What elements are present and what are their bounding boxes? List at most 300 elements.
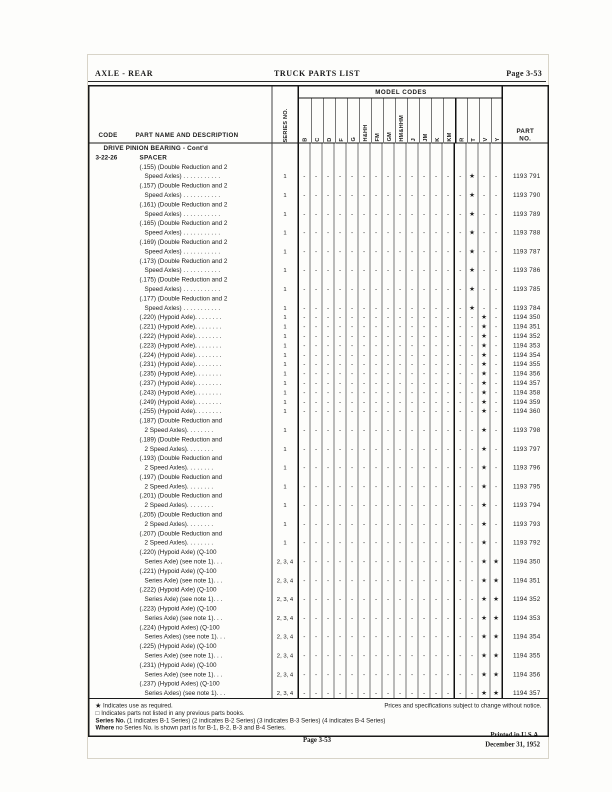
model-cell-v [478, 144, 490, 153]
description-line: 2 Speed Axles). . . . . . . . [144, 445, 214, 453]
model-cell-v [478, 491, 490, 510]
series-cell: 2, 3, 4 [272, 642, 298, 661]
dash-mark: - [446, 341, 450, 349]
model-cell-t [466, 435, 478, 454]
desc-cell [132, 313, 272, 322]
dash-mark: - [459, 614, 462, 622]
dash-mark: - [494, 229, 498, 237]
model-cell-km [442, 237, 454, 256]
note-series-numbers [96, 717, 542, 724]
dash-mark: - [470, 313, 474, 321]
model-cell-d [322, 529, 334, 548]
dash-mark: - [386, 652, 390, 660]
model-cell-v [478, 679, 490, 698]
description-line: (.189) (Double Reduction and [139, 435, 223, 443]
code-cell [90, 162, 132, 181]
code-cell [90, 472, 132, 491]
dash-mark: - [386, 407, 390, 415]
model-cell-j [406, 407, 418, 416]
dash-mark: - [326, 501, 330, 509]
model-cell-jm [418, 566, 430, 585]
model-code-letter-hmhhm [395, 99, 407, 144]
code-cell [90, 679, 132, 698]
dash-mark: - [362, 426, 366, 434]
model-cell-hmhhm [394, 472, 406, 491]
dash-mark: - [386, 576, 390, 584]
part-no-cell: 1193 796 [502, 454, 548, 473]
model-cell-d [322, 162, 334, 181]
model-cell-b [298, 341, 310, 350]
model-code-letter-r [455, 99, 467, 144]
dash-mark: - [350, 670, 354, 678]
model-cell-gm [382, 585, 394, 604]
dash-mark: - [470, 379, 474, 387]
code-cell [90, 369, 132, 378]
dash-mark: - [446, 379, 450, 387]
model-cell-gm [382, 200, 394, 219]
model-cell-km [442, 679, 454, 698]
dash-mark: - [410, 332, 414, 340]
model-cell-r [454, 331, 466, 340]
description-line: (.243) (Hypoid Axle). . . . . . . . [139, 388, 222, 396]
model-code-letter-c [311, 99, 323, 144]
description-line: 2 Speed Axles). . . . . . . . [144, 426, 214, 434]
dash-mark: - [362, 464, 366, 472]
model-cell-t [466, 237, 478, 256]
dash-mark: - [362, 407, 366, 415]
dash-mark: - [422, 539, 426, 547]
star-mark: ★ [481, 670, 487, 678]
model-cell-g [346, 435, 358, 454]
model-cell-fm [370, 642, 382, 661]
model-cell-km [442, 331, 454, 340]
model-cell-d [322, 416, 334, 435]
series-cell: 2, 3, 4 [272, 566, 298, 585]
star-mark: ★ [469, 284, 475, 293]
dash-mark: - [446, 266, 450, 274]
dash-mark: - [494, 341, 498, 349]
model-cell-jm [418, 162, 430, 181]
part-row [90, 623, 548, 642]
model-cell-v [478, 369, 490, 378]
model-cell-d [322, 378, 334, 387]
dash-mark: - [398, 482, 402, 490]
dash-mark: - [326, 539, 330, 547]
model-cell-fm [370, 200, 382, 219]
model-cell-y [490, 642, 502, 661]
desc-cell [132, 660, 272, 679]
model-cell-y [490, 454, 502, 473]
model-cell-r [454, 416, 466, 435]
model-cell-y [490, 388, 502, 397]
model-cell-d [322, 256, 334, 275]
model-cell-fm [370, 378, 382, 387]
model-cell-c [310, 548, 322, 567]
model-cell-t [466, 454, 478, 473]
dash-mark: - [446, 172, 450, 180]
star-mark: ★ [493, 576, 499, 584]
model-cell-j [406, 341, 418, 350]
model-code-letter-text: HM&HHM [398, 114, 405, 142]
code-cell [90, 642, 132, 661]
dash-mark: - [398, 398, 402, 406]
model-cell-hmhhm [394, 435, 406, 454]
model-cell-b [298, 566, 310, 585]
dash-mark: - [326, 482, 330, 490]
dash-mark: - [362, 614, 366, 622]
dash-mark: - [446, 426, 450, 434]
part-no-cell: 1194 351 [502, 566, 548, 585]
dash-mark: - [422, 501, 426, 509]
dash-mark: - [446, 323, 450, 331]
model-cell-k [430, 313, 442, 322]
dash-mark: - [398, 426, 402, 434]
model-cell-km [442, 275, 454, 294]
model-cell-gm [382, 566, 394, 585]
model-cell-fm [370, 219, 382, 238]
desc-cell [132, 472, 272, 491]
dash-mark: - [303, 304, 306, 312]
dash-mark: - [314, 285, 318, 293]
running-header [88, 65, 546, 82]
series-cell [272, 144, 298, 153]
model-cell-hhh [358, 491, 370, 510]
dash-mark: - [326, 652, 330, 660]
model-cell-hhh [358, 341, 370, 350]
model-cell-k [430, 350, 442, 359]
model-cell-j [406, 162, 418, 181]
model-cell-f [334, 256, 346, 275]
model-cell-r [454, 162, 466, 181]
dash-mark: - [434, 652, 438, 660]
model-cell-b [298, 397, 310, 406]
dash-mark: - [314, 464, 318, 472]
model-cell-v [478, 642, 490, 661]
dash-mark: - [362, 689, 366, 697]
dash-mark: - [350, 633, 354, 641]
model-cell-f [334, 322, 346, 331]
dash-mark: - [362, 191, 366, 199]
dash-mark: - [398, 576, 402, 584]
dash-mark: - [303, 407, 306, 415]
model-cell-f [334, 388, 346, 397]
code-cell [90, 313, 132, 322]
model-cell-y [490, 162, 502, 181]
model-cell-y [490, 144, 502, 153]
dash-mark: - [459, 595, 462, 603]
dash-mark: - [386, 501, 390, 509]
model-cell-y [490, 219, 502, 238]
model-cell-v [478, 153, 490, 162]
dash-mark: - [398, 323, 402, 331]
note-use-required-text: Indicates use as required. [102, 702, 173, 710]
dash-mark: - [410, 445, 414, 453]
dash-mark: - [338, 360, 342, 368]
dash-mark: - [386, 285, 390, 293]
model-cell-hmhhm [394, 237, 406, 256]
model-cell-hhh [358, 275, 370, 294]
model-cell-hmhhm [394, 294, 406, 313]
model-cell-km [442, 162, 454, 181]
model-code-letter-k [431, 99, 443, 144]
dash-mark: - [398, 520, 402, 528]
code-cell [90, 454, 132, 473]
star-mark: ★ [469, 172, 475, 180]
dash-mark: - [326, 689, 330, 697]
model-cell-d [322, 350, 334, 359]
description-line: (.197) (Double Reduction and [139, 473, 223, 481]
part-row [90, 378, 548, 387]
dash-mark: - [446, 313, 450, 321]
dash-mark: - [470, 482, 474, 490]
model-cell-km [442, 407, 454, 416]
model-cell-jm [418, 256, 430, 275]
dash-mark: - [422, 313, 426, 321]
star-mark: ★ [493, 557, 499, 566]
model-cell-k [430, 679, 442, 698]
model-cell-hhh [358, 369, 370, 378]
model-cell-c [310, 331, 322, 340]
dash-mark: - [374, 304, 378, 312]
model-cell-f [334, 566, 346, 585]
model-cell-t [466, 604, 478, 623]
dash-mark: - [374, 285, 378, 293]
star-mark: ★ [493, 613, 499, 622]
description-line: 2 Speed Axles). . . . . . . . [144, 482, 214, 490]
dash-mark: - [482, 191, 486, 199]
dash-mark: - [434, 576, 438, 584]
dash-mark: - [459, 398, 462, 406]
dash-mark: - [422, 210, 426, 218]
running-header-page: Page 3-53 [506, 69, 542, 78]
star-mark: ★ [469, 228, 475, 237]
dash-mark: - [303, 323, 306, 331]
dash-mark: - [303, 520, 306, 528]
part-no-cell: 1193 797 [502, 435, 548, 454]
dash-mark: - [410, 172, 414, 180]
dash-mark: - [338, 398, 342, 406]
model-cell-b [298, 585, 310, 604]
model-cell-y [490, 181, 502, 200]
model-cell-d [322, 566, 334, 585]
dash-mark: - [362, 370, 366, 378]
model-cell-d [322, 397, 334, 406]
model-codes-header [298, 87, 504, 143]
dash-mark: - [386, 332, 390, 340]
series-cell: 1 [272, 369, 298, 378]
model-cell-km [442, 548, 454, 567]
dash-mark: - [326, 304, 330, 312]
model-cell-g [346, 322, 358, 331]
dash-mark: - [326, 360, 330, 368]
model-cell-g [346, 407, 358, 416]
dash-mark: - [422, 191, 426, 199]
dash-mark: - [362, 285, 366, 293]
model-cell-b [298, 350, 310, 359]
dash-mark: - [314, 426, 318, 434]
code-cell [90, 322, 132, 331]
dash-mark: - [410, 407, 414, 415]
desc-cell [132, 388, 272, 397]
running-header-title: TRUCK PARTS LIST [273, 69, 361, 78]
dash-mark: - [459, 558, 462, 566]
dash-mark: - [303, 351, 306, 359]
dash-mark: - [446, 229, 450, 237]
table-body [90, 144, 548, 700]
model-cell-hhh [358, 529, 370, 548]
dash-mark: - [422, 445, 426, 453]
description-line: Series Axle) (see note 1). . . [144, 576, 223, 584]
dash-mark: - [362, 360, 366, 368]
dash-mark: - [303, 229, 306, 237]
model-cell-fm [370, 388, 382, 397]
model-cell-b [298, 369, 310, 378]
description-line: Series Axle) (see note 1). . . [144, 670, 223, 678]
model-cell-r [454, 360, 466, 369]
dash-mark: - [314, 633, 318, 641]
model-cell-hhh [358, 313, 370, 322]
model-code-letter-text: K [434, 137, 441, 142]
part-no-cell: 1193 798 [502, 416, 548, 435]
model-cell-d [322, 237, 334, 256]
dash-mark: - [470, 323, 474, 331]
dash-mark: - [338, 341, 342, 349]
dash-mark: - [326, 210, 330, 218]
dash-mark: - [374, 351, 378, 359]
dash-mark: - [374, 388, 378, 396]
code-cell [90, 529, 132, 548]
dash-mark: - [494, 539, 498, 547]
description-line: Series Axle) (see note 1). . . [144, 652, 223, 660]
model-cell-fm [370, 407, 382, 416]
dash-mark: - [350, 247, 354, 255]
model-cell-jm [418, 529, 430, 548]
model-cell-k [430, 219, 442, 238]
dash-mark: - [398, 595, 402, 603]
dash-mark: - [398, 388, 402, 396]
model-cell-hmhhm [394, 585, 406, 604]
model-cell-d [322, 454, 334, 473]
dash-mark: - [303, 482, 306, 490]
dash-mark: - [398, 379, 402, 387]
model-cell-fm [370, 397, 382, 406]
series-cell: 1 [272, 388, 298, 397]
model-cell-km [442, 341, 454, 350]
dash-mark: - [398, 332, 402, 340]
dash-mark: - [374, 520, 378, 528]
series-cell: 2, 3, 4 [272, 585, 298, 604]
note-where-text: no Series No. is shown part is for B-1, B-2, B-3 and B-4 Series. [114, 724, 286, 732]
model-cell-k [430, 360, 442, 369]
description-line: (.237) (Hypoid Axles) (Q-100 [139, 680, 220, 688]
model-cell-j [406, 585, 418, 604]
series-cell [272, 153, 298, 162]
dash-mark: - [362, 172, 366, 180]
part-no-cell: 1194 357 [502, 378, 548, 387]
model-cell-t [466, 369, 478, 378]
model-cell-hmhhm [394, 350, 406, 359]
model-cell-hmhhm [394, 181, 406, 200]
star-mark: ★ [481, 360, 487, 368]
dash-mark: - [303, 285, 306, 293]
code-column-header: CODE [98, 131, 118, 139]
model-cell-k [430, 642, 442, 661]
series-cell: 1 [272, 200, 298, 219]
code-cell [90, 435, 132, 454]
model-cell-j [406, 679, 418, 698]
series-cell: 1 [272, 397, 298, 406]
model-cell-hhh [358, 181, 370, 200]
dash-mark: - [482, 210, 486, 218]
dash-mark: - [338, 266, 342, 274]
model-cell-d [322, 331, 334, 340]
model-cell-km [442, 350, 454, 359]
dash-mark: - [410, 379, 414, 387]
model-cell-j [406, 219, 418, 238]
dash-mark: - [350, 341, 354, 349]
dash-mark: - [314, 332, 318, 340]
model-cell-hhh [358, 294, 370, 313]
dash-mark: - [303, 633, 306, 641]
model-cell-jm [418, 369, 430, 378]
model-cell-hmhhm [394, 642, 406, 661]
model-cell-v [478, 623, 490, 642]
model-cell-b [298, 604, 310, 623]
dash-mark: - [338, 539, 342, 547]
desc-cell [132, 548, 272, 567]
model-cell-hmhhm [394, 491, 406, 510]
model-cell-t [466, 341, 478, 350]
description-line: (.165) (Double Reduction and 2 [139, 219, 228, 227]
model-cell-k [430, 369, 442, 378]
model-cell-k [430, 294, 442, 313]
dash-mark: - [398, 445, 402, 453]
model-cell-t [466, 548, 478, 567]
dash-mark: - [459, 351, 462, 359]
model-cell-d [322, 294, 334, 313]
dash-mark: - [338, 670, 342, 678]
dash-mark: - [338, 595, 342, 603]
part-row [90, 585, 548, 604]
model-cell-hhh [358, 679, 370, 698]
dash-mark: - [459, 229, 462, 237]
part-row [90, 313, 548, 322]
star-mark: ★ [481, 501, 487, 509]
part-row [90, 369, 548, 378]
model-cell-hmhhm [394, 313, 406, 322]
model-cell-d [322, 548, 334, 567]
dash-mark: - [470, 689, 474, 697]
dash-mark: - [494, 482, 498, 490]
model-cell-fm [370, 144, 382, 153]
part-no-cell: 1194 352 [502, 585, 548, 604]
model-cell-t [466, 660, 478, 679]
model-cell-r [454, 350, 466, 359]
series-cell: 1 [272, 275, 298, 294]
model-cell-km [442, 435, 454, 454]
description-line: (.221) (Hypoid Axle) (Q-100 [139, 567, 217, 575]
model-cell-b [298, 256, 310, 275]
model-cell-v [478, 294, 490, 313]
dash-mark: - [314, 388, 318, 396]
model-cell-j [406, 200, 418, 219]
model-cell-c [310, 341, 322, 350]
code-cell [90, 200, 132, 219]
model-cell-r [454, 642, 466, 661]
model-cell-gm [382, 407, 394, 416]
model-cell-r [454, 566, 466, 585]
desc-cell [132, 162, 272, 181]
